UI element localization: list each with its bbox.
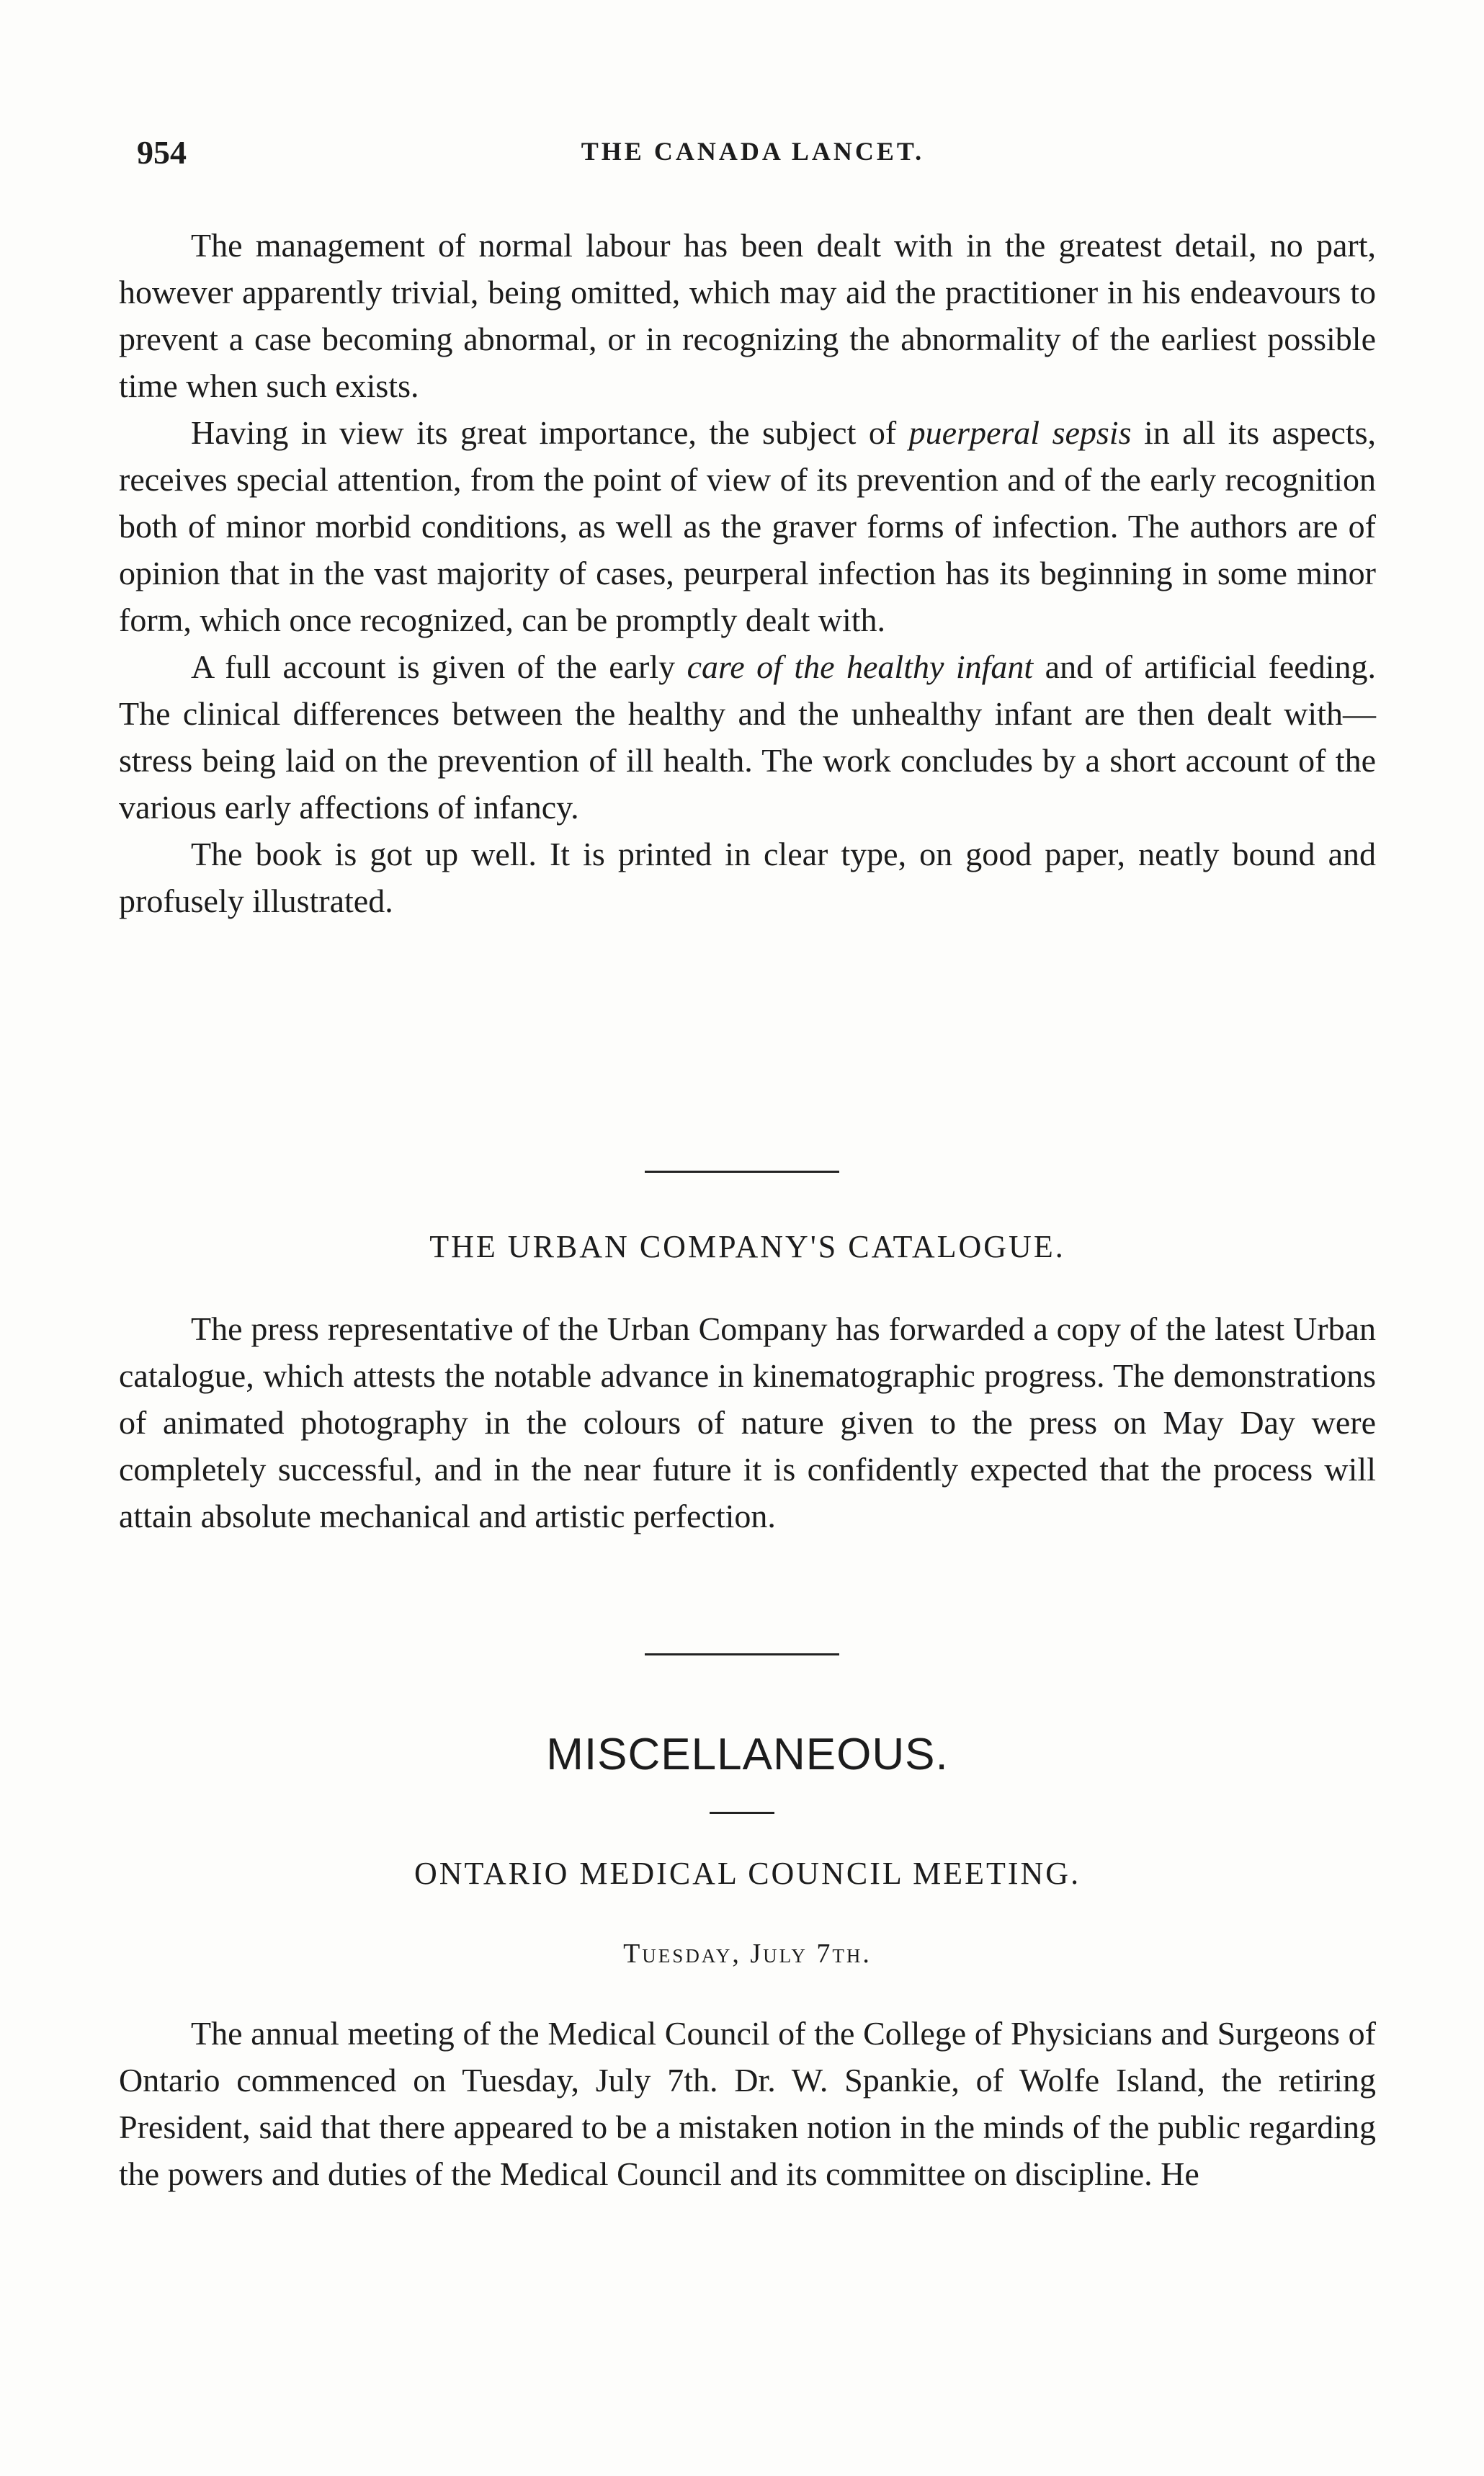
- urban-paragraph: The press representative of the Urban Company has forwarded a copy of the latest Urban catalogue, which attests the notable advance in kinematographic progress. The demonstrations of animated photography in the colours of nature given to the press on May Day were completely successful, and in the near future it is confidently expected that the process will attain absolute mechanical and artistic perfection.: [119, 1310, 1376, 1534]
- short-divider: [710, 1812, 774, 1814]
- council-heading: ONTARIO MEDICAL COUNCIL MEETING.: [414, 1856, 1081, 1891]
- running-head: [137, 133, 1369, 176]
- miscellaneous-heading: MISCELLANEOUS.: [546, 1730, 949, 1779]
- running-title: THE CANADA LANCET.: [581, 137, 925, 166]
- meeting-date: Tuesday, July 7th.: [623, 1939, 872, 1969]
- review-paragraph-2: Having in view its great importance, the subject of puerperal sepsis in all its aspects, receives special attention, from the point of view of its prevention and of the early recognition both of minor morbid conditions, as well as the graver forms of infection. The authors are of opinion that in the vast majority of cases, peurperal infection has its beginning in some minor form, which once recognized, can be promptly dealt with.: [119, 414, 1376, 638]
- review-paragraph-4: The book is got up well. It is printed in clear type, on good paper, neatly bound and profusely illustrated.: [119, 836, 1376, 919]
- council-section: [119, 2010, 1376, 2197]
- council-paragraph: The annual meeting of the Medical Council of the College of Physicians and Surgeons of Ontario commenced on Tuesday, July 7th. Dr. W. Spankie, of Wolfe Island, the retiring President, said that there appeared to be a mistaken notion in the minds of the public regarding the powers and duties of the Medical Council and its committee on discipline. He: [119, 2015, 1376, 2192]
- review-paragraph-1: The management of normal labour has been dealt with in the greatest detail, no part, however apparently trivial, being omitted, which may aid the practitioner in his endeavours to prevent a case becoming abnormal, or in recognizing the abnormality of the earliest possible time when such exists.: [119, 227, 1376, 404]
- italic-phrase: puerperal sepsis: [908, 414, 1132, 451]
- section-divider: [645, 1653, 839, 1655]
- section-divider: [645, 1171, 839, 1173]
- urban-section: [119, 1305, 1376, 1539]
- review-section: [119, 222, 1376, 924]
- urban-heading: THE URBAN COMPANY'S CATALOGUE.: [429, 1229, 1065, 1264]
- review-paragraph-3: A full account is given of the early care of the healthy infant and of artificial feeding. The clinical differences between the healthy and the unhealthy infant are then dealt with—stress being laid on the prevention of ill health. The work concludes by a short account of the various early affections of infancy.: [119, 648, 1376, 826]
- page-number: 954: [137, 134, 187, 171]
- italic-phrase: care of the healthy infant: [687, 648, 1034, 685]
